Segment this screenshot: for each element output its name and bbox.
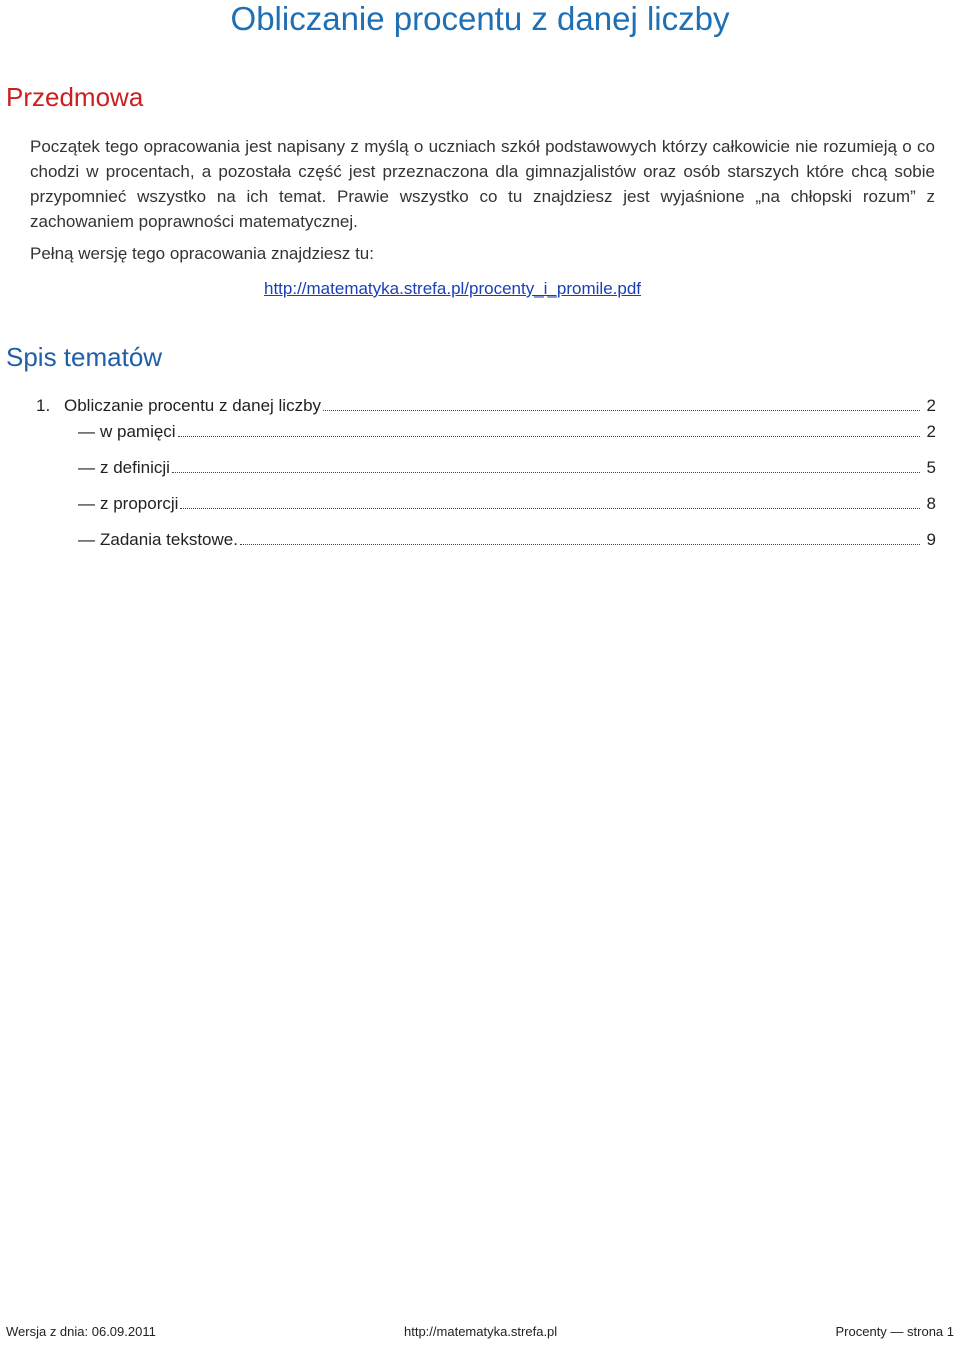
page-footer xyxy=(6,1322,954,1342)
toc-item-page: 9 xyxy=(926,530,936,549)
toc-dot-leader xyxy=(240,544,920,545)
preface-paragraph: Początek tego opracowania jest napisany z myślą o uczniach szkół podstawowych którzy całkowicie nie rozumieją o co chodzi w procentach, a pozostała część jest przeznaczona dla gimnazjalistów oraz osób starszych które chcą sobie przypomnieć wszystko na ich temat. Prawie wszystko co tu znajdziesz jest wyjaśnione „na chłopski rozum” z zachowaniem poprawności matematycznej. xyxy=(30,137,935,231)
toc-item-label: Zadania tekstowe. xyxy=(100,530,238,549)
toc-item-page: 2 xyxy=(926,422,936,441)
toc-item-page: 5 xyxy=(926,458,936,477)
toc-dash: — xyxy=(78,530,95,549)
toc-item-label: Obliczanie procentu z danej liczby xyxy=(64,396,322,415)
toc-item-label: z proporcji xyxy=(100,494,179,513)
toc-item-z-proporcji[interactable] xyxy=(78,492,936,516)
toc-item-label: w pamięci xyxy=(100,422,176,441)
full-version-link[interactable]: http://matematyka.strefa.pl/procenty_i_promile.pdf xyxy=(264,279,642,298)
toc-item-obliczanie[interactable] xyxy=(36,394,936,418)
preface-heading: Przedmowa xyxy=(6,82,144,112)
toc-heading: Spis tematów xyxy=(6,342,163,372)
document-title: Obliczanie procentu z danej liczby xyxy=(230,0,730,37)
toc-item-w-pamieci[interactable] xyxy=(78,420,936,444)
toc-item-number: 1. xyxy=(36,396,51,415)
toc-item-z-definicji[interactable] xyxy=(78,456,936,480)
toc-dot-leader xyxy=(180,508,920,509)
footer-page-label: Procenty — strona 1 xyxy=(835,1324,954,1339)
footer-version: Wersja z dnia: 06.09.2011 xyxy=(6,1324,156,1339)
footer-site: http://matematyka.strefa.pl xyxy=(404,1324,558,1339)
toc-item-page: 8 xyxy=(926,494,936,513)
toc-dot-leader xyxy=(323,410,920,411)
toc-item-label: z definicji xyxy=(100,458,170,477)
toc-dot-leader xyxy=(178,436,920,437)
toc-dot-leader xyxy=(172,472,920,473)
toc-dash: — xyxy=(78,458,95,477)
toc-item-page: 2 xyxy=(926,396,936,415)
toc-dash: — xyxy=(78,422,95,441)
toc-dash: — xyxy=(78,494,95,513)
full-version-text: Pełną wersję tego opracowania znajdziesz tu: xyxy=(30,244,374,263)
toc-item-zadania-tekstowe[interactable] xyxy=(78,528,936,552)
